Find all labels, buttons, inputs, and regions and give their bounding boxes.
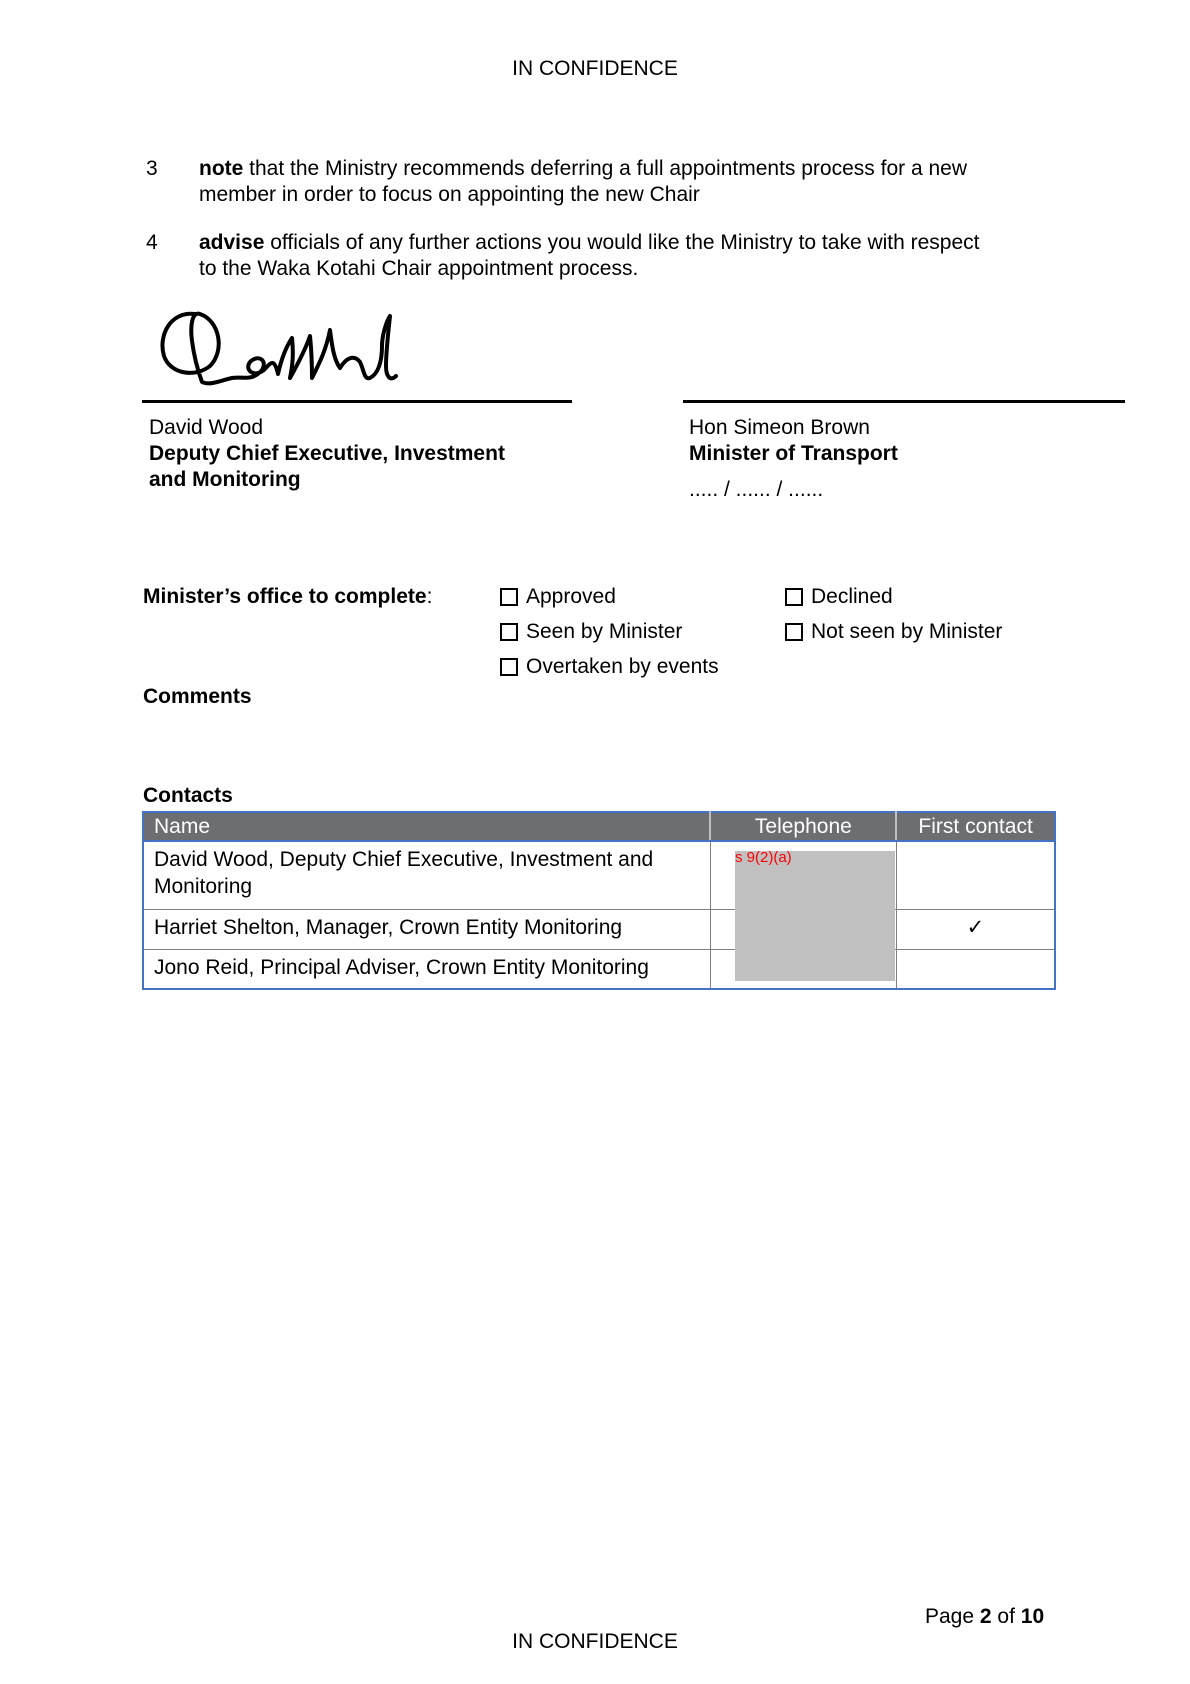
checkbox-icon[interactable] — [500, 658, 518, 676]
option-declined[interactable]: Declined — [785, 585, 893, 609]
header-classification: IN CONFIDENCE — [512, 57, 678, 80]
handwritten-signature — [150, 296, 430, 396]
contact-first-contact — [896, 949, 1055, 989]
checkbox-icon[interactable] — [500, 623, 518, 641]
contact-first-contact: ✓ — [896, 909, 1055, 949]
comments-heading: Comments — [143, 685, 252, 708]
recommendation-keyword: advise — [199, 231, 265, 254]
date-line: ..... / ...... / ...... — [689, 478, 824, 501]
recommendation-number: 4 — [146, 231, 158, 254]
table-header-row — [143, 812, 1055, 841]
left-signatory — [149, 415, 579, 493]
column-header-telephone: Telephone — [710, 812, 896, 841]
recommendation-keyword: note — [199, 157, 244, 180]
column-header-first-contact: First contact — [896, 812, 1055, 841]
checkbox-icon[interactable] — [785, 588, 803, 606]
option-not-seen-by-minister[interactable]: Not seen by Minister — [785, 620, 1002, 644]
checkbox-icon[interactable] — [785, 623, 803, 641]
signatory-name: Hon Simeon Brown — [689, 416, 870, 439]
contact-name: David Wood, Deputy Chief Executive, Investment and Monitoring — [143, 841, 710, 909]
page-number: Page 2 of 10 — [925, 1605, 1045, 1628]
option-overtaken-by-events[interactable]: Overtaken by events — [500, 655, 719, 679]
contact-name: Jono Reid, Principal Adviser, Crown Entity Monitoring — [143, 949, 710, 989]
recommendation-body: that the Ministry recommends deferring a full appointments process for a new member in order to focus on appointing the new Chair — [199, 157, 967, 206]
signature-line-right — [683, 400, 1125, 403]
right-signatory — [689, 415, 1119, 503]
signature-line-left — [142, 400, 572, 403]
ministers-office-label: Minister’s office to complete: — [143, 585, 433, 608]
signatory-title: Deputy Chief Executive, Investment and Monitoring — [149, 442, 505, 491]
column-header-name: Name — [143, 812, 710, 841]
signatory-name: David Wood — [149, 416, 264, 439]
checkbox-icon[interactable] — [500, 588, 518, 606]
table-row — [143, 841, 1055, 909]
redaction-code: s 9(2)(a) — [735, 849, 792, 866]
footer-classification: IN CONFIDENCE — [512, 1630, 678, 1653]
recommendation-body: officials of any further actions you would like the Ministry to take with respect to the Waka Kotahi Chair appointment process. — [199, 231, 980, 280]
redaction-box — [735, 851, 895, 981]
option-seen-by-minister[interactable]: Seen by Minister — [500, 620, 682, 644]
signatory-title: Minister of Transport — [689, 442, 898, 465]
contact-name: Harriet Shelton, Manager, Crown Entity Monitoring — [143, 909, 710, 949]
option-approved[interactable]: Approved — [500, 585, 616, 609]
table-row — [143, 949, 1055, 989]
contacts-heading: Contacts — [143, 784, 233, 807]
recommendation-text — [199, 230, 999, 282]
contacts-table — [142, 811, 1056, 990]
recommendation-text — [199, 156, 999, 208]
table-row — [143, 909, 1055, 949]
contact-first-contact — [896, 841, 1055, 909]
recommendation-number: 3 — [146, 157, 158, 180]
